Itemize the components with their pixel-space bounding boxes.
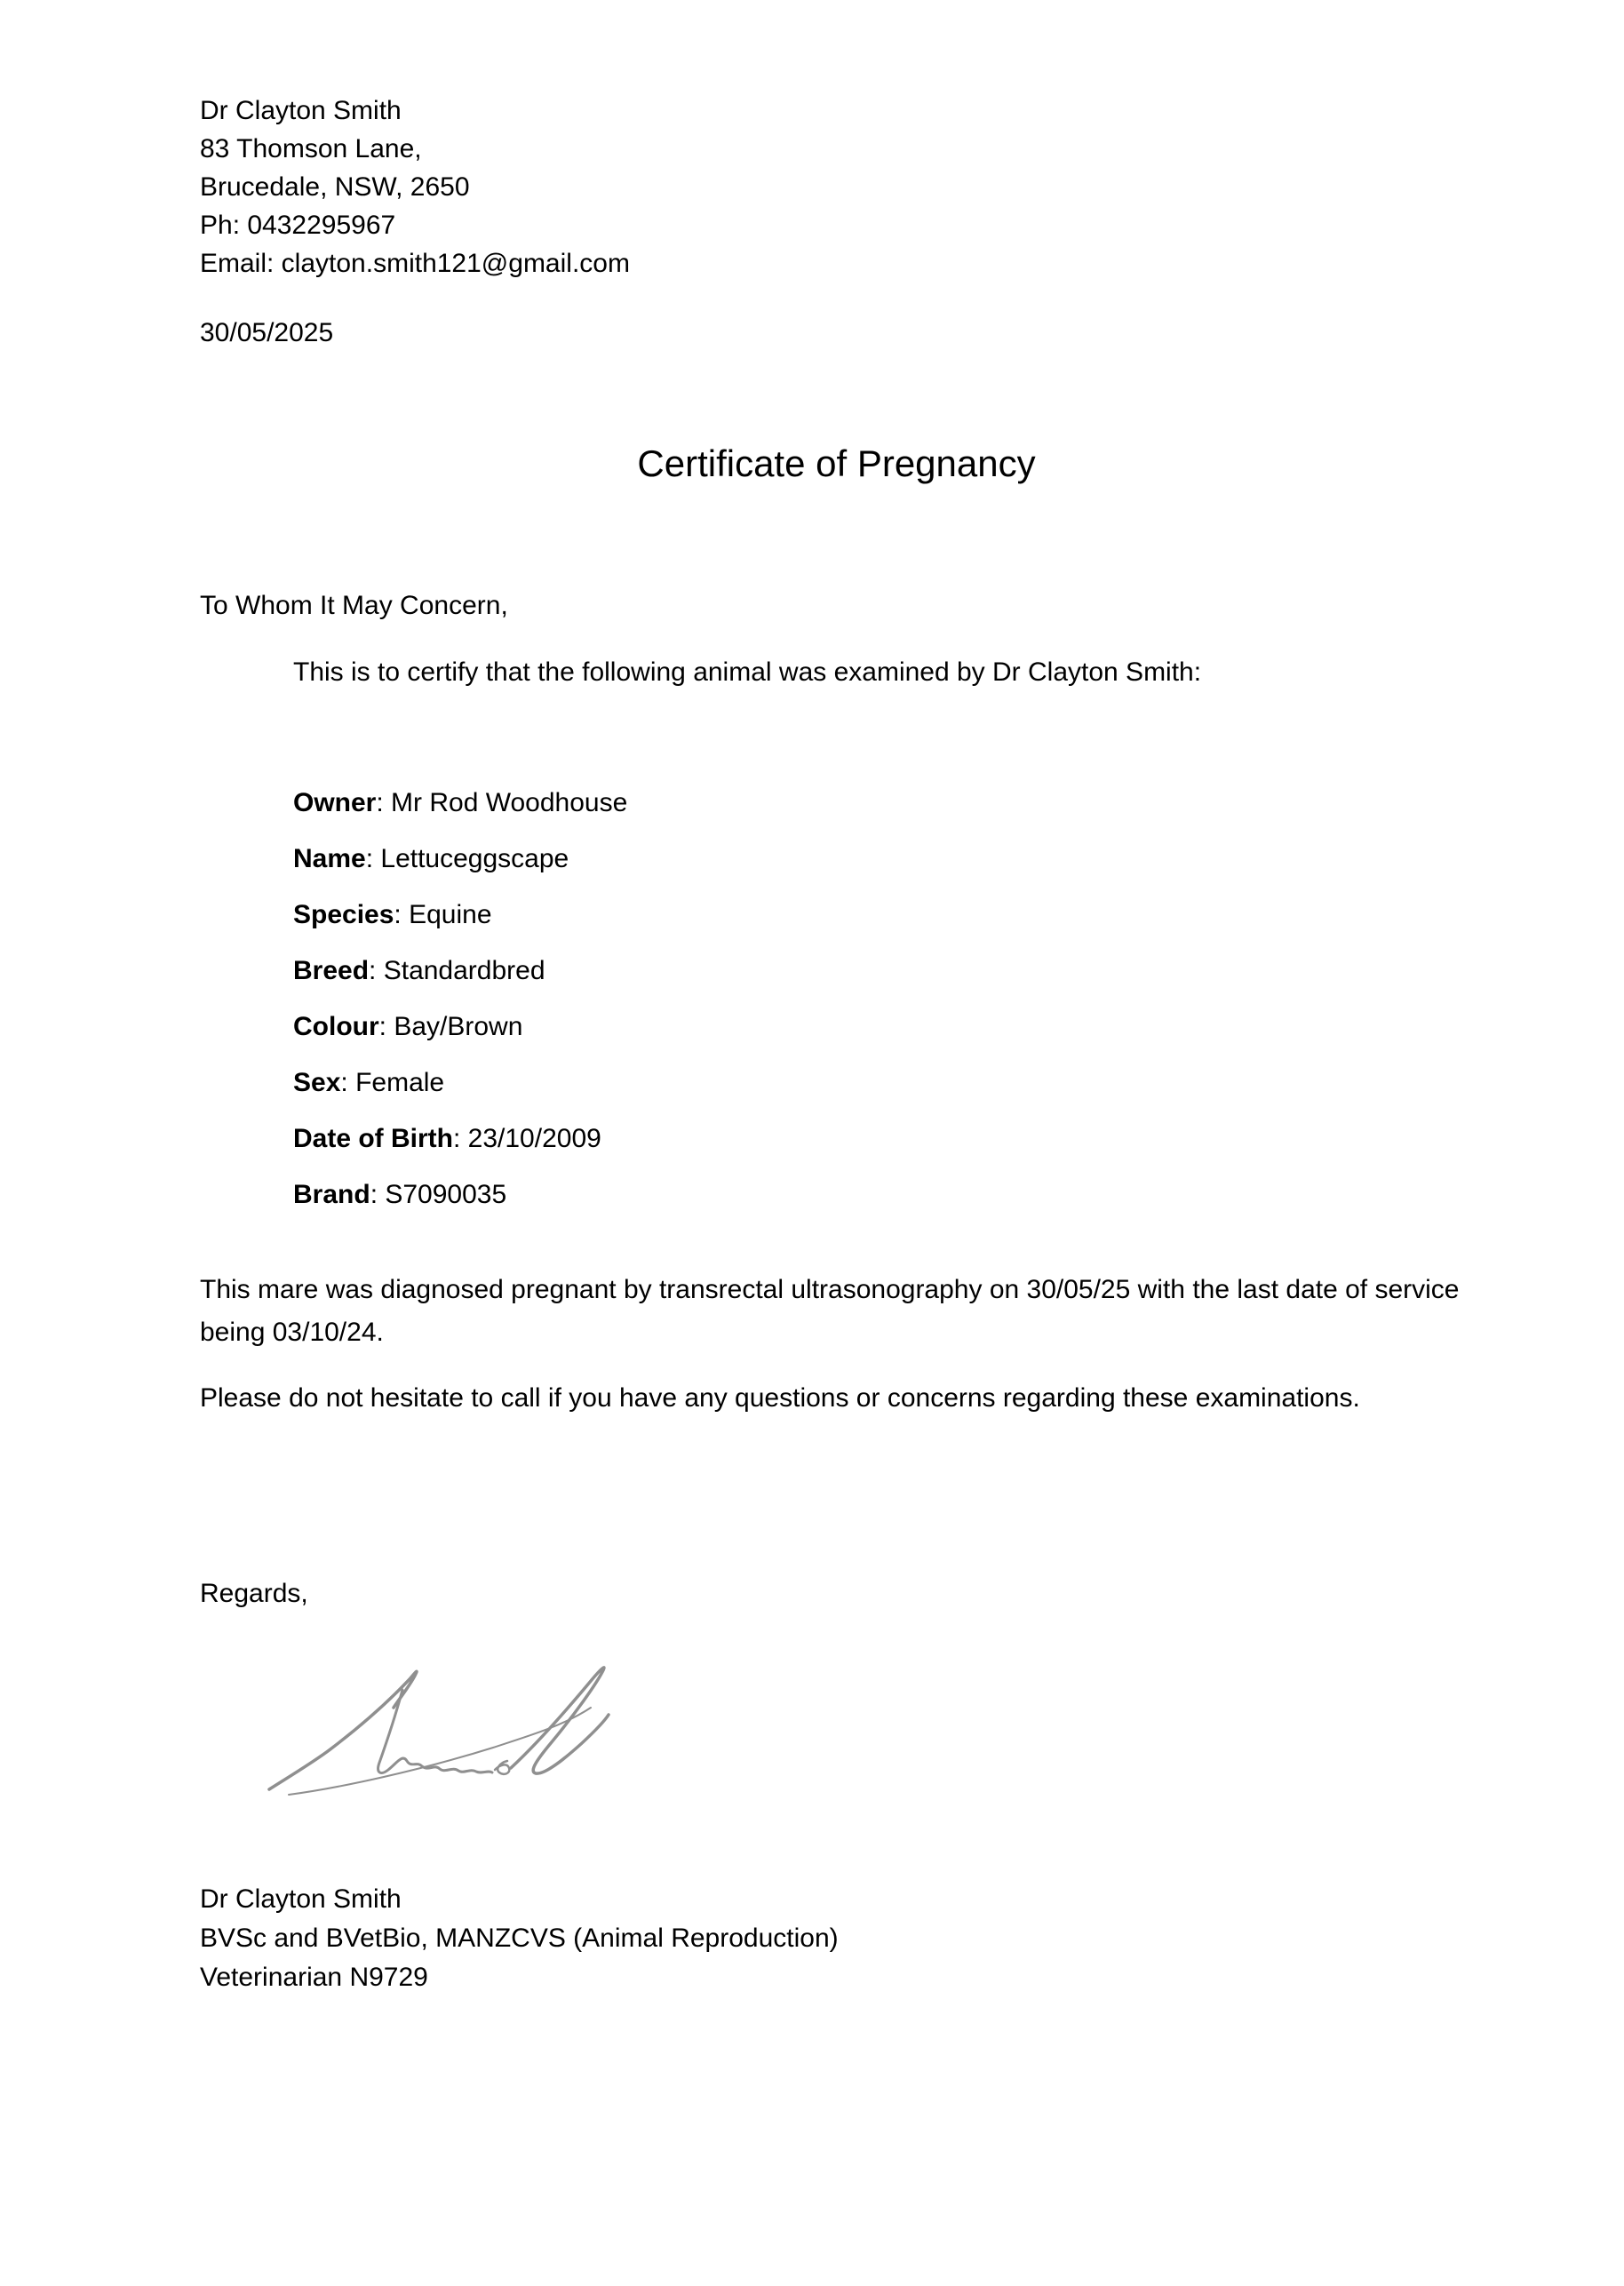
letterhead-email: Email: clayton.smith121@gmail.com <box>200 249 630 278</box>
letterhead-phone: Ph: 0432295967 <box>200 211 396 240</box>
letterhead <box>200 92 1473 283</box>
detail-row-species <box>293 894 1473 936</box>
detail-value: Bay/Brown <box>394 1012 523 1041</box>
detail-value: Female <box>355 1068 445 1097</box>
detail-label: Owner <box>293 788 377 817</box>
detail-label: Sex <box>293 1068 341 1097</box>
signoff-name: Dr Clayton Smith <box>200 1884 402 1914</box>
detail-row-brand <box>293 1174 1473 1215</box>
detail-row-date-of-birth <box>293 1118 1473 1159</box>
document-date: 30/05/2025 <box>200 318 334 347</box>
document-title: Certificate of Pregnancy <box>637 442 1036 484</box>
detail-value: Standardbred <box>383 956 545 985</box>
salutation: To Whom It May Concern, <box>200 591 508 620</box>
detail-separator: : <box>369 956 384 985</box>
handwritten-signature-image <box>262 1654 613 1796</box>
detail-separator: : <box>370 1180 386 1209</box>
detail-separator: : <box>365 844 381 873</box>
detail-label: Name <box>293 844 366 873</box>
detail-label: Colour <box>293 1012 379 1041</box>
signoff-block <box>200 1880 1473 1997</box>
detail-value: Lettuceggscape <box>380 844 569 873</box>
detail-separator: : <box>340 1068 356 1097</box>
detail-row-sex <box>293 1062 1473 1103</box>
detail-row-colour <box>293 1006 1473 1047</box>
letterhead-address-line1: 83 Thomson Lane, <box>200 134 422 163</box>
animal-details-list <box>293 782 1473 1215</box>
diagnosis-paragraph: This mare was diagnosed pregnant by transrectal ultrasonography on 30/05/25 with the last date of service being 03/10/24. <box>200 1275 1460 1347</box>
signoff-qualifications: BVSc and BVetBio, MANZCVS (Animal Reproduction) <box>200 1924 839 1953</box>
detail-label: Date of Birth <box>293 1124 453 1153</box>
detail-label: Brand <box>293 1180 370 1209</box>
letterhead-name: Dr Clayton Smith <box>200 96 402 125</box>
detail-value: 23/10/2009 <box>467 1124 601 1153</box>
detail-row-name <box>293 838 1473 880</box>
detail-value: S7090035 <box>385 1180 507 1209</box>
detail-row-breed <box>293 950 1473 992</box>
contact-paragraph: Please do not hesitate to call if you have any questions or concerns regarding these examinations. <box>200 1383 1360 1413</box>
detail-separator: : <box>394 900 410 929</box>
signoff-registration: Veterinarian N9729 <box>200 1963 428 1992</box>
detail-separator: : <box>378 1012 394 1041</box>
detail-separator: : <box>453 1124 468 1153</box>
detail-label: Species <box>293 900 394 929</box>
detail-value: Equine <box>409 900 492 929</box>
detail-separator: : <box>376 788 392 817</box>
detail-value: Mr Rod Woodhouse <box>391 788 628 817</box>
closing: Regards, <box>200 1579 308 1608</box>
intro-sentence: This is to certify that the following animal was examined by Dr Clayton Smith: <box>293 657 1202 687</box>
detail-label: Breed <box>293 956 370 985</box>
letterhead-address-line2: Brucedale, NSW, 2650 <box>200 172 470 202</box>
detail-row-owner <box>293 782 1473 824</box>
